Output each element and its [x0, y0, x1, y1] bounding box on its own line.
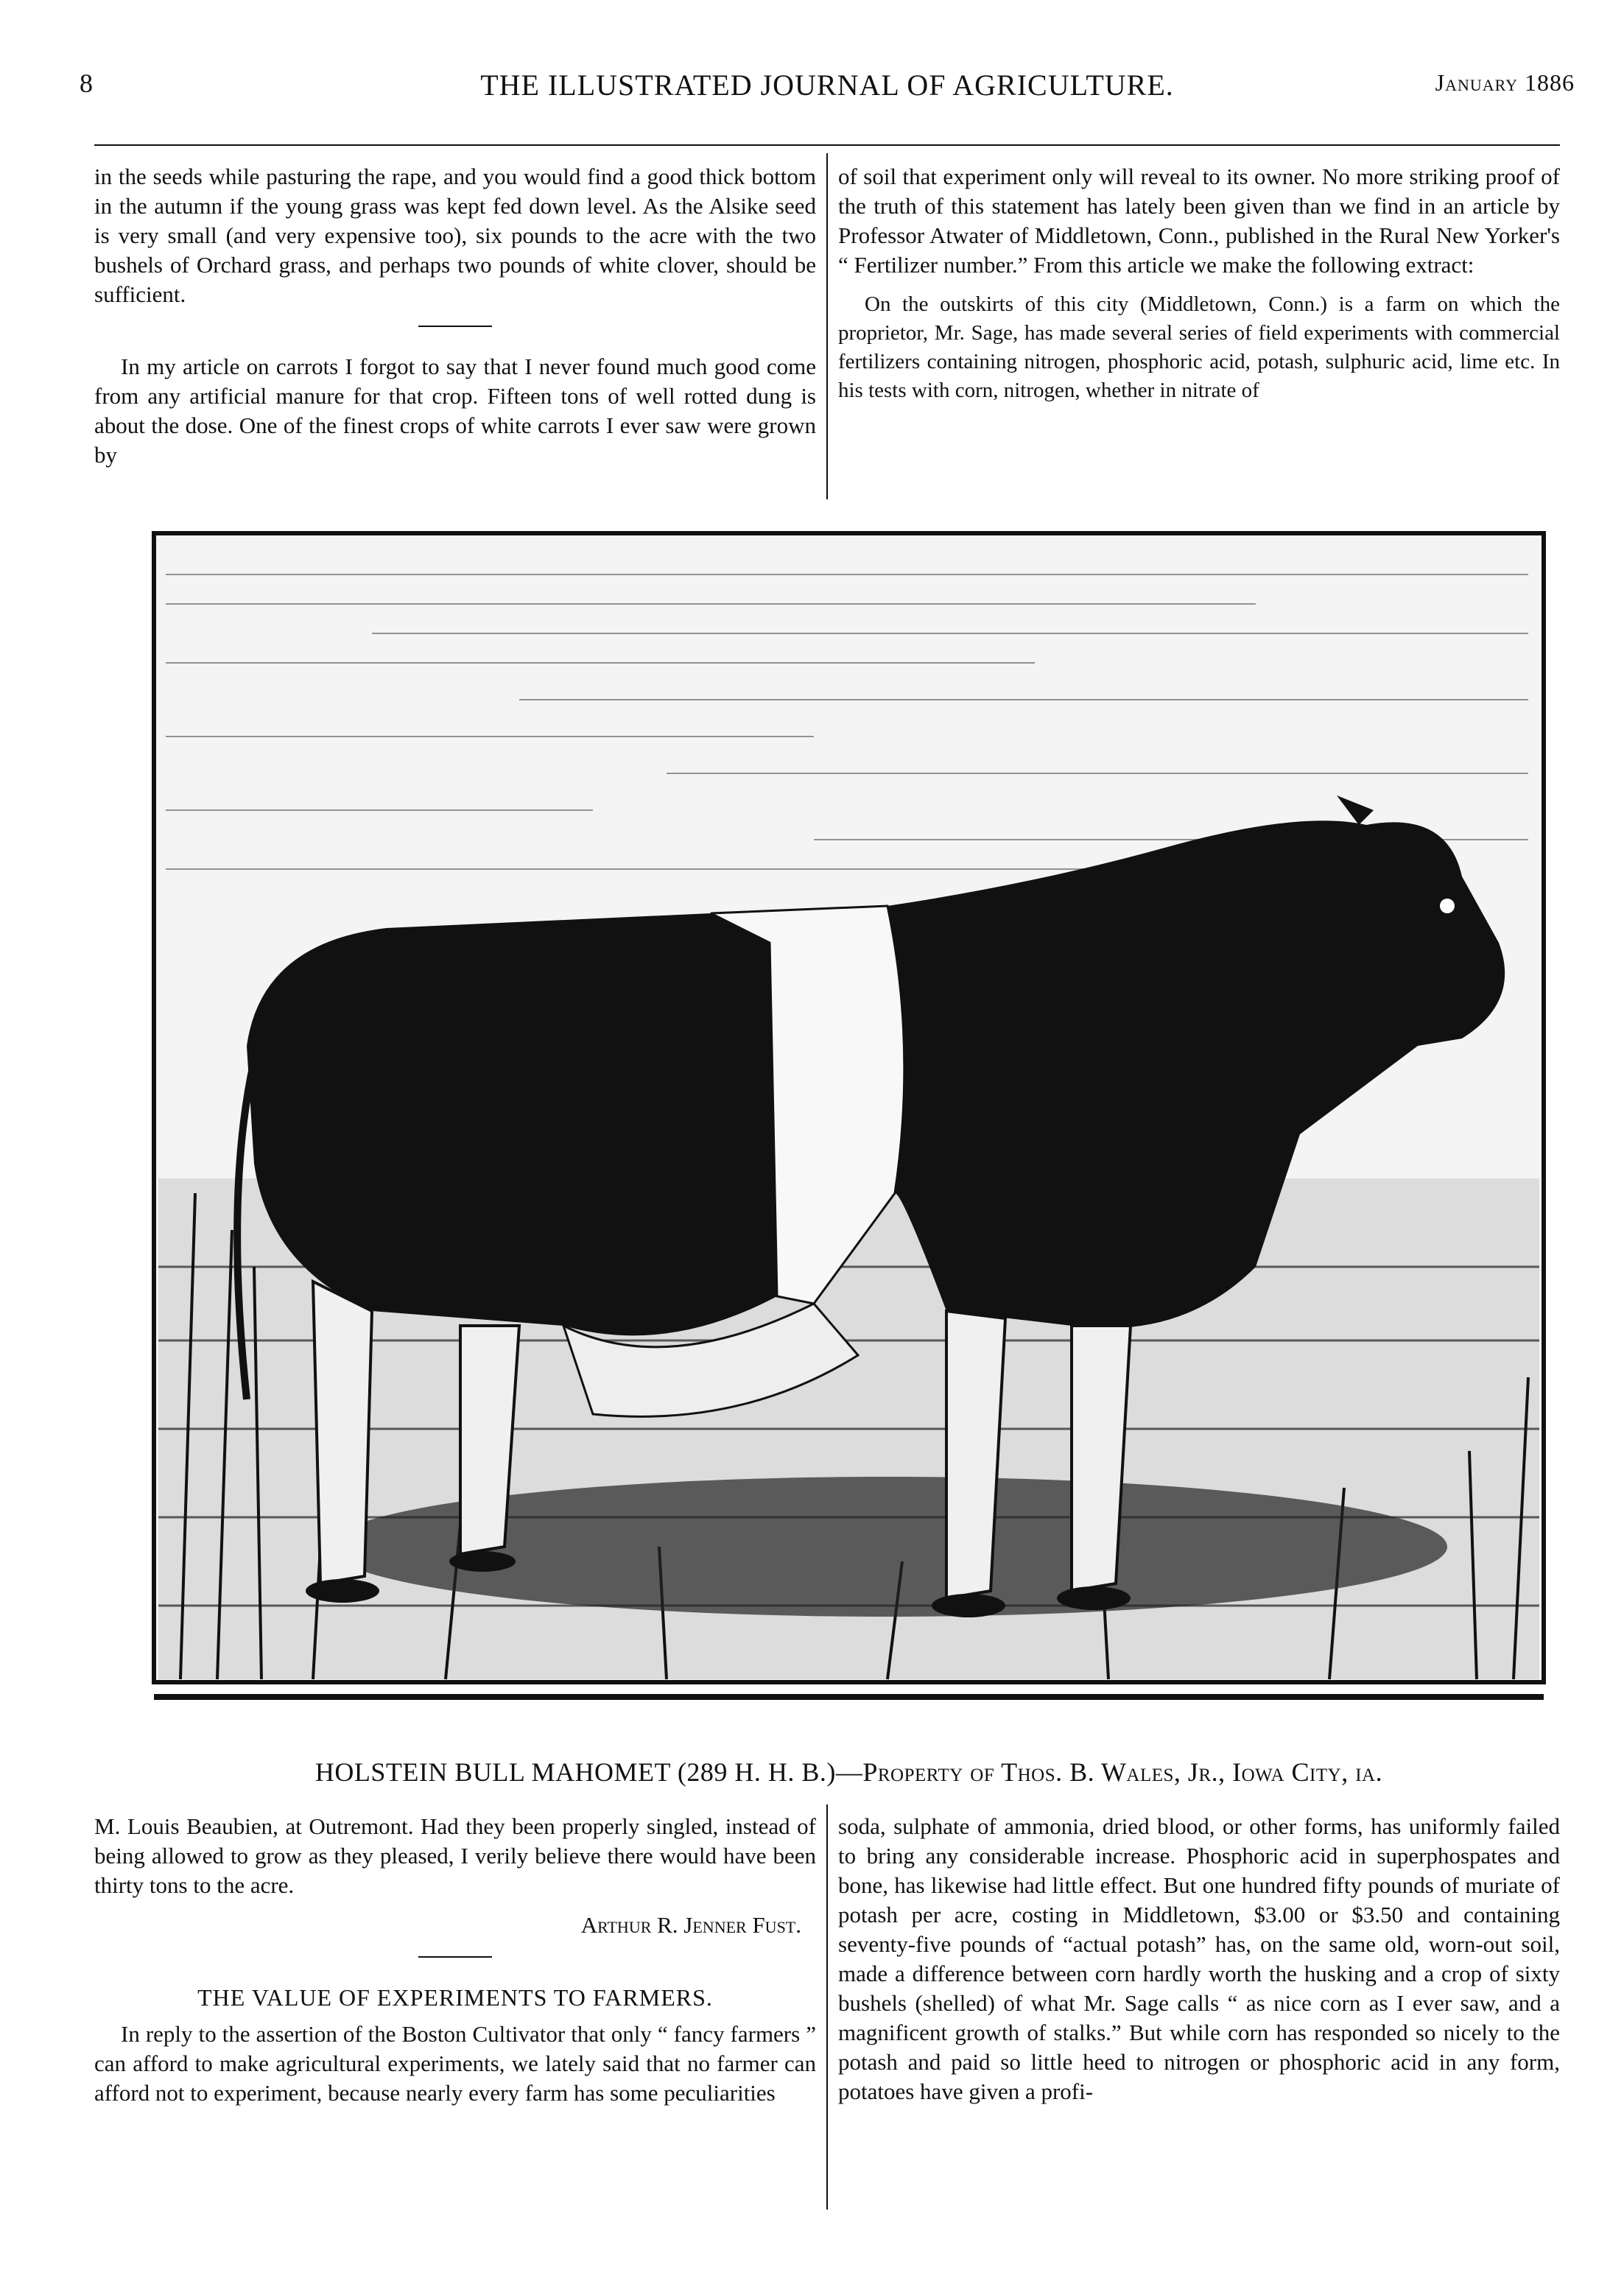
paragraph-carrots: In my article on carrots I forgot to say that I never found much good come from any artificial manure for that crop. Fifteen tons of well rotted dung is about the dose. One of the finest crops of white carrots I ever saw were grown by [94, 354, 816, 468]
header-rule [94, 144, 1560, 146]
section-divider [418, 326, 492, 327]
holstein-bull-engraving [151, 530, 1547, 1746]
paragraph-potash-results: soda, sulphate of ammonia, dried blood, or other forms, has uniformly failed to bring any considerable increase. Phosphoric acid in superphospates and bone, has likewise had little effect. But one hundred fifty pounds of muriate of potash per acre, costing in Middletown, $3.00 or $3.50 and containing seventy-five pounds of “actual potash” has, on the same old, worn-out soil, made a difference between corn hardly worth the husking and a crop of sixty bushels (shelled) of what Mr. Sage calls “ as nice corn as I ever saw, and a magnificent growth of stalks.” But while corn has responded so nicely to the potash and paid so little heed to nitrogen or phosphoric acid in any form, potatoes have given a profi- [838, 1813, 1560, 2104]
illustration-caption [155, 1757, 1543, 1788]
section-heading: THE VALUE OF EXPERIMENTS TO FARMERS. [197, 1984, 713, 2011]
column-bottom-left [94, 1812, 816, 2118]
page-number: 8 [80, 68, 93, 98]
section-divider [418, 1956, 492, 1958]
paragraph-experiment-intro: of soil that experiment only will reveal to its owner. No more striking proof of the truth of this statement has lately been given than we find in an article by Professor Atwater of Middletown, Conn., published in the Rural New Yorker's “ Fertilizer number.” From this article we make the following extract: [838, 164, 1560, 278]
paragraph-middletown-extract: On the outskirts of this city (Middletown, Conn.) is a farm on which the proprietor, Mr. Sage, has made several series of field experiments with commercial fertilizers containing nitrogen, phosphoric acid, potash, sulphuric acid, lime etc. In his tests with corn, nitrogen, whether in nitrate of [838, 292, 1560, 402]
column-top-left [94, 162, 816, 480]
page-header [80, 68, 1575, 112]
paragraph-beaubien: M. Louis Beaubien, at Outremont. Had they been properly singled, instead of being allowed to grow as they pleased, I verily believe there would have been thirty tons to the acre. [94, 1813, 816, 1898]
column-divider-top [826, 153, 828, 499]
bull-illustration [151, 530, 1547, 1746]
paragraph-rape-seeds: in the seeds while pasturing the rape, and you would find a good thick bottom in the autumn if the young grass was kept fed down level. As the Alsike seed is very small (and very expensive too), six pounds to the acre with the two bushels of Orchard grass, and perhaps two pounds of white clover, should be sufficient. [94, 164, 816, 307]
journal-title: THE ILLUSTRATED JOURNAL OF AGRICULTURE. [480, 68, 1174, 102]
caption-owner: —Property of Thos. B. Wales, Jr., Iowa City, ia. [835, 1757, 1383, 1787]
column-divider-bottom [826, 1804, 828, 2210]
issue-date: January 1886 [1435, 69, 1575, 96]
paragraph-experiments-reply: In reply to the assertion of the Boston Cultivator that only “ fancy farmers ” can afford to make agricultural experiments, we lately said that no farmer can afford not to experiment, because nearly every farm has some peculiarities [94, 2021, 816, 2106]
column-bottom-right [838, 1812, 1560, 2117]
author-signature: Arthur R. Jenner Fust. [580, 1912, 801, 1938]
caption-title: HOLSTEIN BULL MAHOMET (289 H. H. B.) [314, 1757, 836, 1787]
column-top-right [838, 162, 1560, 415]
